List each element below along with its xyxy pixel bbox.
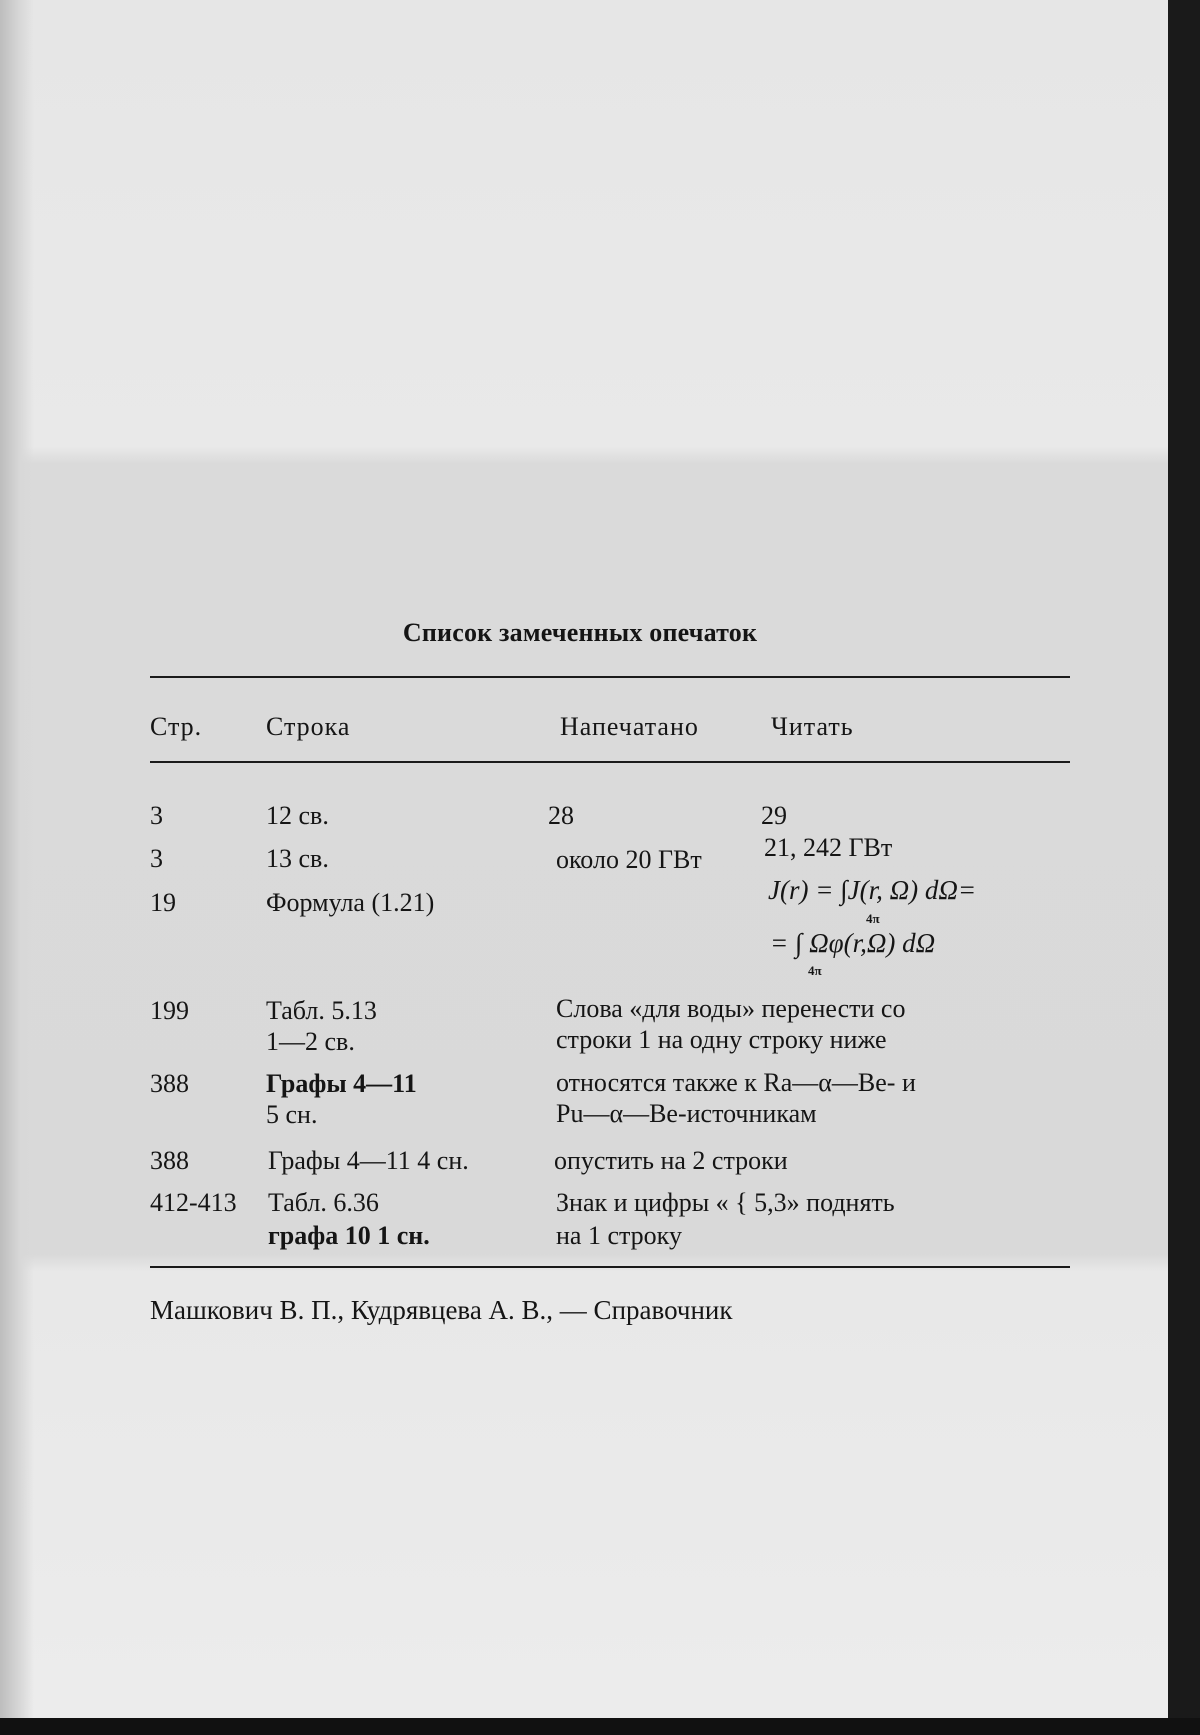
- row-page: 3: [150, 801, 163, 830]
- scan-right-border: [1168, 0, 1200, 1735]
- row-read-2: Pu—α—Be-источникам: [556, 1099, 817, 1128]
- row-page: 388: [150, 1069, 189, 1098]
- row-page: 412-413: [150, 1188, 237, 1217]
- row-read: 21, 242 ГВт: [764, 833, 893, 862]
- row-line-2: графа 10 1 сн.: [268, 1221, 430, 1250]
- row-read-1: Знак и цифры « { 5,3» поднять: [556, 1188, 895, 1217]
- row-page: 3: [150, 844, 163, 873]
- row-line: 12 св.: [266, 801, 329, 830]
- footer-reference: Машкович В. П., Кудрявцева А. В., — Справочник: [150, 1295, 733, 1325]
- row-line: 13 св.: [266, 844, 329, 873]
- formula-subscript-2: 4π: [808, 963, 822, 978]
- scan-bottom-border: [0, 1718, 1200, 1735]
- row-line-2: 5 сн.: [266, 1100, 318, 1129]
- row-page: 388: [150, 1146, 189, 1175]
- header-line: Строка: [266, 712, 351, 741]
- row-line: Формула (1.21): [266, 888, 435, 917]
- row-line-2: 1—2 св.: [266, 1027, 355, 1056]
- formula-subscript-1: 4π: [866, 911, 880, 926]
- formula-line-2: = ∫ Ωφ(r,Ω) dΩ: [770, 928, 936, 958]
- row-printed: 28: [548, 801, 574, 830]
- row-read-1: относятся также к Ra—α—Be- и: [556, 1068, 916, 1097]
- formula-line-1: J(r) = ∫J(r, Ω) dΩ=: [768, 875, 977, 905]
- row-line-1: Табл. 5.13: [266, 996, 377, 1025]
- row-printed: около 20 ГВт: [556, 845, 702, 874]
- row-read-2: строки 1 на одну строку ниже: [556, 1025, 887, 1054]
- header-page: Стр.: [150, 712, 203, 741]
- row-read-2: на 1 строку: [556, 1221, 682, 1250]
- header-rule: [150, 761, 1070, 763]
- row-read: 29: [761, 801, 787, 830]
- row-page: 199: [150, 996, 189, 1025]
- bottom-rule: [150, 1266, 1070, 1268]
- row-line-1: Графы 4—11: [266, 1069, 417, 1098]
- row-page: 19: [150, 888, 176, 917]
- row-read-1: Слова «для воды» перенести со: [556, 994, 906, 1023]
- row-line-1: Табл. 6.36: [268, 1188, 379, 1217]
- errata-title: Список замеченных опечаток: [402, 618, 758, 647]
- header-read: Читать: [771, 712, 854, 741]
- row-read: опустить на 2 строки: [554, 1146, 788, 1175]
- row-line: Графы 4—11 4 сн.: [268, 1146, 469, 1175]
- header-printed: Напечатано: [560, 712, 699, 741]
- top-rule: [150, 676, 1070, 678]
- page-left-shadow: [0, 0, 34, 1718]
